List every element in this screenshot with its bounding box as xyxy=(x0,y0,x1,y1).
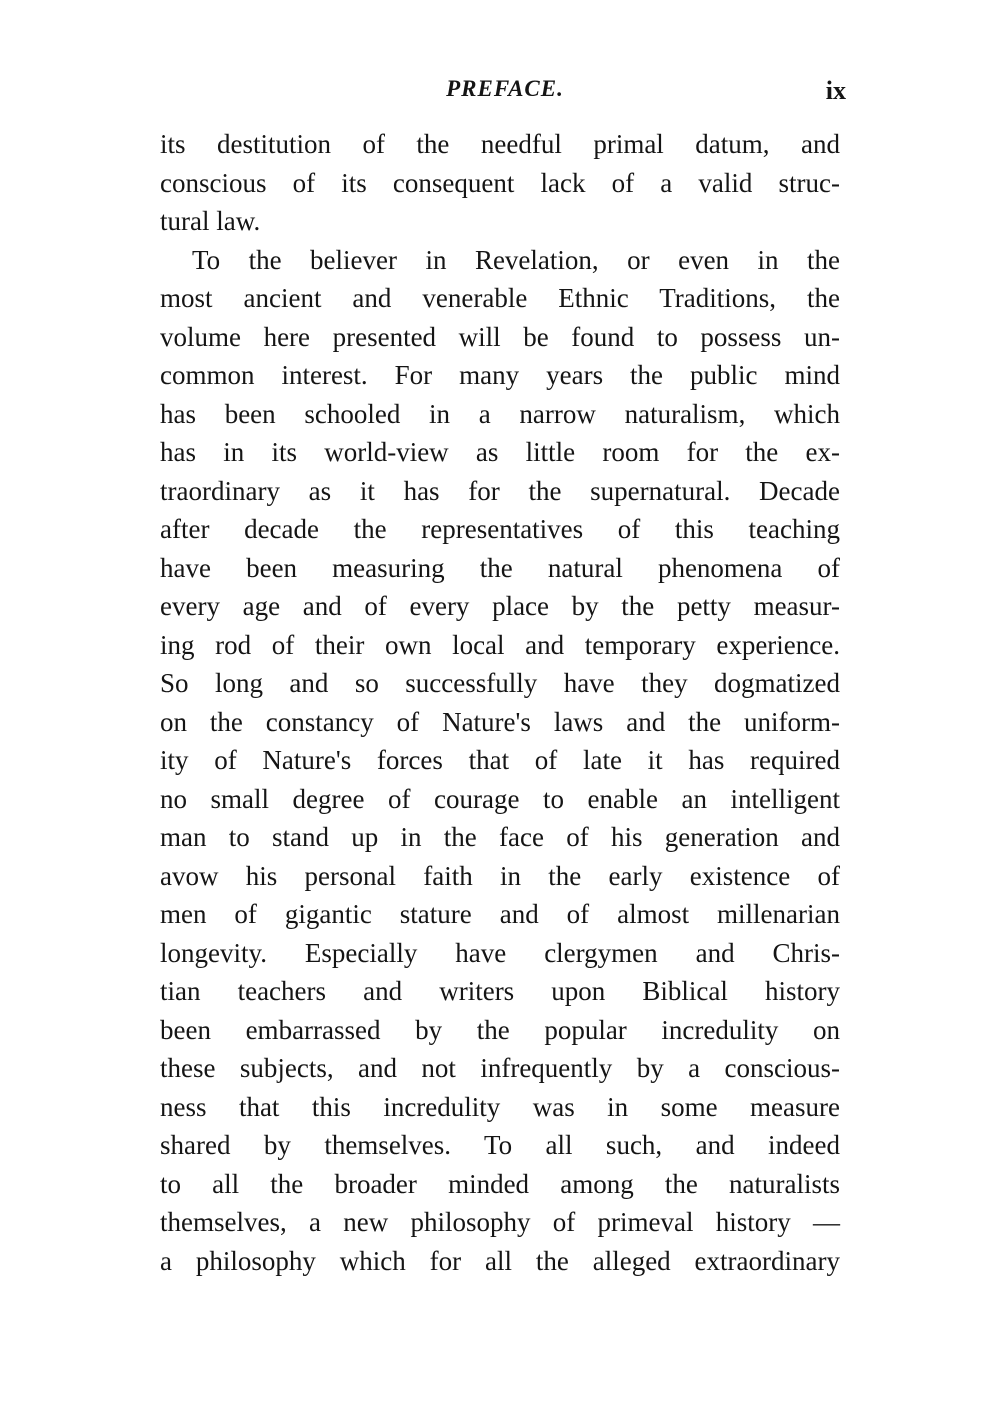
text-line: to all the broader minded among the naturalists xyxy=(160,1168,840,1199)
text-line: shared by themselves. To all such, and indeed xyxy=(160,1130,840,1160)
text-line: tural law. xyxy=(160,206,261,236)
text-line: have been measuring the natural phenomena of xyxy=(160,552,840,583)
text-line: has in its world-view as little room for the ex- xyxy=(160,437,840,467)
text-line: men of gigantic stature and of almost millenarian xyxy=(160,899,840,929)
text-line: To the believer in Revelation, or even in the xyxy=(192,244,840,275)
text-line: on the constancy of Nature's laws and the uniform- xyxy=(160,706,840,737)
text-line: been embarrassed by the popular incredulity on xyxy=(160,1014,840,1045)
text-line: traordinary as it has for the supernatural. Decade xyxy=(160,475,840,506)
text-line: tian teachers and writers upon Biblical history xyxy=(160,976,840,1006)
text-line: ity of Nature's forces that of late it has required xyxy=(160,745,840,775)
text-line: a philosophy which for all the alleged extraordinary xyxy=(160,1245,840,1276)
text-line: So long and so successfully have they dogmatized xyxy=(160,668,840,698)
running-head xyxy=(160,76,850,110)
text-line: these subjects, and not infrequently by a conscious- xyxy=(160,1053,840,1083)
text-line: its destitution of the needful primal datum, and xyxy=(160,129,840,159)
paragraph xyxy=(160,125,840,241)
paragraph xyxy=(160,241,840,1281)
text-line: longevity. Especially have clergymen and Chris- xyxy=(160,937,840,968)
text-line: has been schooled in a narrow naturalism, which xyxy=(160,398,840,429)
text-line: after decade the representatives of this teaching xyxy=(160,514,840,544)
text-line: common interest. For many years the public mind xyxy=(160,360,840,390)
text-line: volume here presented will be found to possess un- xyxy=(160,321,840,352)
text-line: avow his personal faith in the early existence of xyxy=(160,860,840,891)
text-line: ing rod of their own local and temporary experience. xyxy=(160,629,840,660)
page-number: ix xyxy=(825,76,846,105)
text-line: most ancient and venerable Ethnic Traditions, the xyxy=(160,283,840,313)
text-line: ness that this incredulity was in some measure xyxy=(160,1091,840,1122)
text-line: themselves, a new philosophy of primeval history — xyxy=(160,1207,840,1237)
running-title: PREFACE. xyxy=(446,76,564,101)
text-line: every age and of every place by the petty measur- xyxy=(160,591,840,621)
text-line: conscious of its consequent lack of a valid struc- xyxy=(160,167,840,198)
text-line: man to stand up in the face of his generation and xyxy=(160,822,840,852)
body-text xyxy=(160,125,840,1280)
text-line: no small degree of courage to enable an intelligent xyxy=(160,783,840,814)
